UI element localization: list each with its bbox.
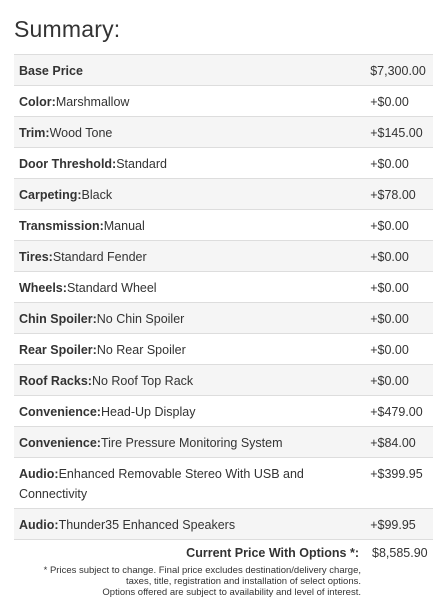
row-price: +$0.00: [365, 365, 433, 396]
disclaimer-line: * Prices subject to change. Final price excludes destination/delivery charge,: [43, 565, 361, 576]
table-row: [14, 458, 433, 509]
row-price: +$0.00: [365, 334, 433, 365]
row-value: Marshmallow: [55, 95, 130, 109]
row-label: Base Price: [19, 64, 83, 78]
row-price: +$0.00: [365, 210, 433, 241]
row-label: Roof Racks:: [19, 374, 92, 388]
row-item: [14, 210, 365, 241]
row-price: $7,300.00: [365, 55, 433, 86]
disclaimer-line: taxes, title, registration and installation of select options.: [126, 576, 361, 587]
row-label: Chin Spoiler:: [19, 312, 97, 326]
row-price: +$0.00: [365, 241, 433, 272]
price-disclaimer: [14, 565, 361, 598]
row-price: +$84.00: [365, 427, 433, 458]
row-label: Convenience:: [19, 405, 101, 419]
table-row: [14, 334, 433, 365]
row-item: [14, 458, 365, 509]
row-item: [14, 365, 365, 396]
row-value: Standard Fender: [52, 250, 147, 264]
table-row: [14, 86, 433, 117]
current-price-value: $8,585.90: [372, 546, 428, 560]
row-label: Wheels:: [19, 281, 67, 295]
row-value: Standard: [116, 157, 167, 171]
row-value: Enhanced Removable Stereo With USB and Connectivity: [19, 467, 304, 501]
summary-table: [14, 54, 433, 540]
table-row: [14, 396, 433, 427]
row-label: Trim:: [19, 126, 50, 140]
row-value: No Roof Top Rack: [91, 374, 194, 388]
row-price: +$399.95: [365, 458, 433, 509]
current-price-label: Current Price With Options *:: [186, 546, 359, 560]
row-item: [14, 117, 365, 148]
row-price: +$479.00: [365, 396, 433, 427]
row-price: +$99.95: [365, 509, 433, 540]
row-item: [14, 509, 365, 540]
row-label: Door Threshold:: [19, 157, 117, 171]
table-row: [14, 55, 433, 86]
row-label: Convenience:: [19, 436, 101, 450]
row-value: No Chin Spoiler: [96, 312, 185, 326]
table-row: [14, 179, 433, 210]
row-value: Tire Pressure Monitoring System: [100, 436, 283, 450]
row-item: [14, 303, 365, 334]
row-item: [14, 55, 365, 86]
row-label: Audio:: [19, 467, 59, 481]
row-label: Rear Spoiler:: [19, 343, 97, 357]
row-label: Carpeting:: [19, 188, 82, 202]
row-item: [14, 148, 365, 179]
row-item: [14, 86, 365, 117]
row-label: Audio:: [19, 518, 59, 532]
row-price: +$78.00: [365, 179, 433, 210]
row-item: [14, 396, 365, 427]
row-price: +$145.00: [365, 117, 433, 148]
row-price: +$0.00: [365, 272, 433, 303]
table-row: [14, 117, 433, 148]
row-item: [14, 179, 365, 210]
table-row: [14, 210, 433, 241]
row-price: +$0.00: [365, 148, 433, 179]
row-item: [14, 241, 365, 272]
row-label: Color:: [19, 95, 56, 109]
row-item: [14, 427, 365, 458]
row-label: Tires:: [19, 250, 53, 264]
table-row: [14, 272, 433, 303]
table-row: [14, 148, 433, 179]
row-price: +$0.00: [365, 303, 433, 334]
table-row: [14, 303, 433, 334]
row-value: No Rear Spoiler: [96, 343, 186, 357]
table-row: [14, 241, 433, 272]
table-row: [14, 427, 433, 458]
disclaimer-line: Options offered are subject to availability and level of interest.: [102, 587, 361, 598]
row-value: Standard Wheel: [66, 281, 157, 295]
row-value: Black: [81, 188, 113, 202]
row-value: Wood Tone: [49, 126, 113, 140]
table-row: [14, 365, 433, 396]
row-item: [14, 334, 365, 365]
row-value: Head-Up Display: [100, 405, 196, 419]
row-item: [14, 272, 365, 303]
row-price: +$0.00: [365, 86, 433, 117]
row-value: Manual: [103, 219, 145, 233]
row-value: Thunder35 Enhanced Speakers: [58, 518, 236, 532]
summary-title: Summary:: [14, 16, 121, 42]
table-row: [14, 509, 433, 540]
row-label: Transmission:: [19, 219, 104, 233]
